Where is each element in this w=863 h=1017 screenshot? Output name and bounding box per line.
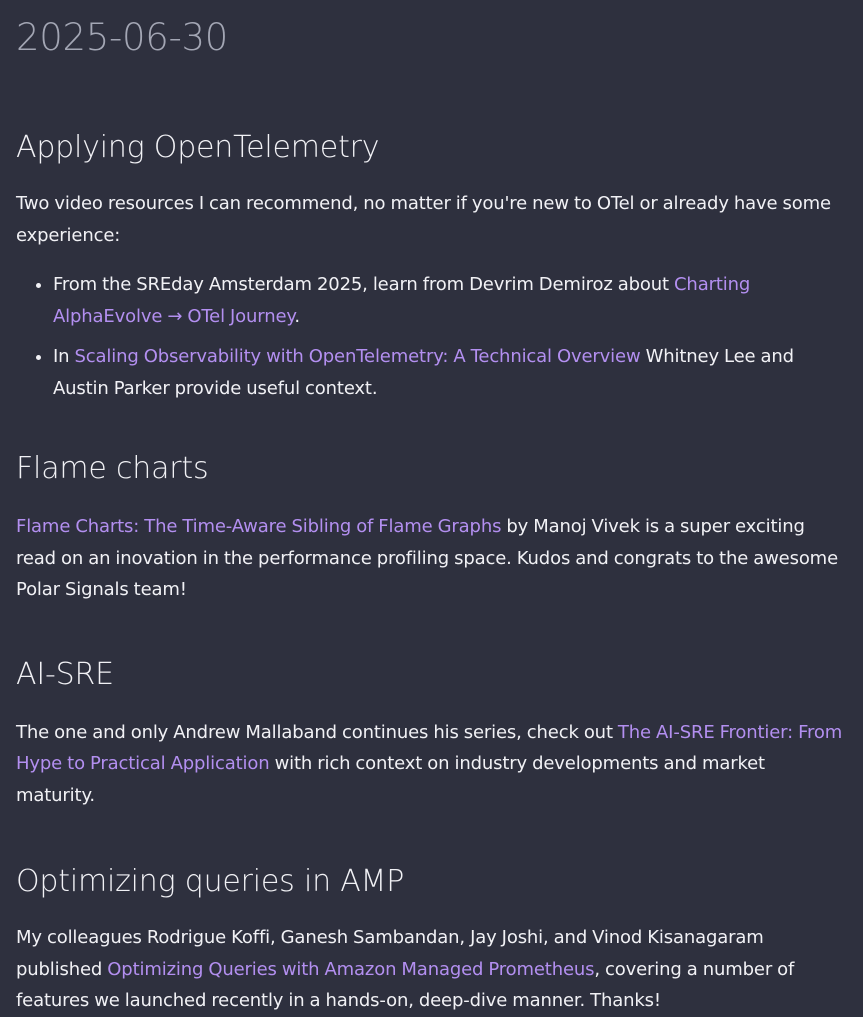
- resource-list: [16, 269, 847, 404]
- body-text: with rich context on industry developments and market maturity.: [16, 753, 765, 806]
- link-flame-charts[interactable]: Flame Charts: The Time-Aware Sibling of Flame Graphs: [16, 516, 502, 537]
- list-item-text: In: [53, 346, 75, 367]
- section-body-flame-charts: [16, 511, 847, 606]
- section-opentelemetry: [16, 128, 847, 404]
- body-text: by Manoj Vivek is a super exciting read on an inovation in the performance profiling space. Kudos and congrats to the awesome Polar Signals team!: [16, 516, 838, 600]
- section-heading-flame-charts: Flame charts: [16, 451, 209, 486]
- section-body-optimizing-amp: [16, 922, 847, 1017]
- section-heading-optimizing-amp: Optimizing queries in AMP: [16, 864, 405, 899]
- section-heading-opentelemetry: Applying OpenTelemetry: [16, 130, 380, 165]
- link-ai-sre-frontier[interactable]: The AI-SRE Frontier: From Hype to Practical Application: [16, 721, 843, 774]
- list-item-text: Whitney Lee and Austin Parker provide useful context.: [53, 346, 794, 399]
- section-heading-ai-sre: AI-SRE: [16, 656, 114, 692]
- list-item-text: .: [294, 305, 300, 327]
- section-flame-charts: [16, 449, 847, 606]
- body-text: , covering a number of features we launched recently in a hands-on, deep-dive manner. Thanks!: [16, 958, 795, 1011]
- body-text: My colleagues Rodrigue Koffi, Ganesh Sambandan, Jay Joshi, and Vinod Kisanagaram published: [16, 927, 764, 980]
- list-item-text: From the SREday Amsterdam 2025, learn from Devrim Demiroz about: [53, 274, 675, 295]
- section-ai-sre: [16, 655, 847, 812]
- link-scaling-observability[interactable]: Scaling Observability with OpenTelemetry: A Technical Overview: [74, 346, 641, 367]
- section-intro-opentelemetry: Two video resources I can recommend, no matter if you're new to OTel or already have some experience:: [16, 193, 831, 246]
- link-optimizing-queries-amp[interactable]: Optimizing Queries with Amazon Managed Prometheus: [107, 958, 595, 980]
- link-charting-alphaevolve[interactable]: Charting AlphaEvolve → OTel Journey: [53, 274, 751, 327]
- body-text: The one and only Andrew Mallaband continues his series, check out: [16, 721, 618, 743]
- list-item: [53, 269, 847, 332]
- post-date: 2025-06-30: [16, 16, 229, 59]
- section-optimizing-amp: [16, 862, 847, 1017]
- section-body-ai-sre: [16, 717, 847, 812]
- list-item: [53, 341, 847, 404]
